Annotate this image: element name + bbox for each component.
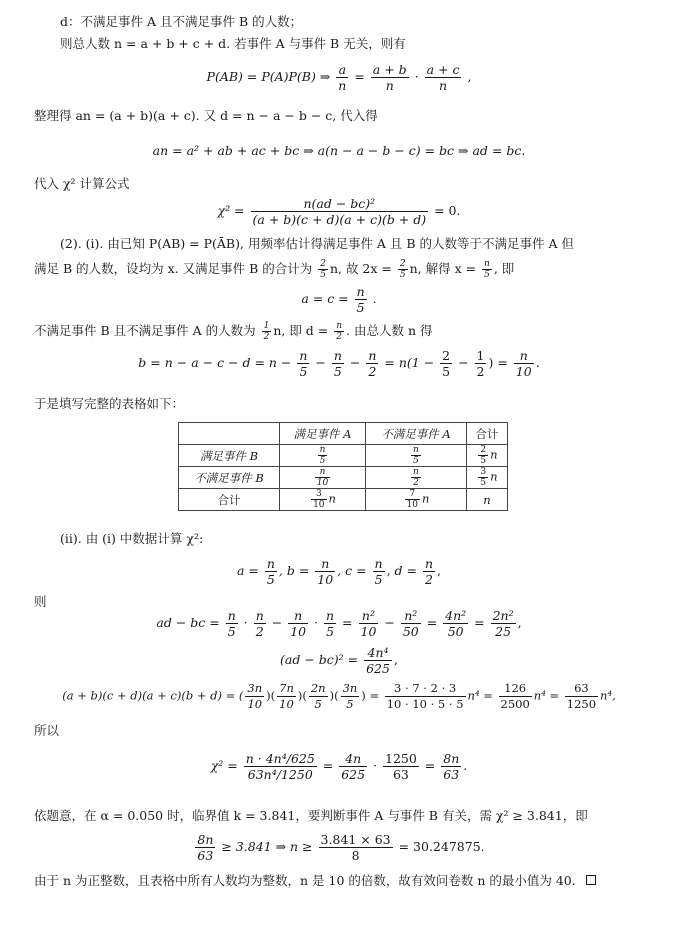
- fraction: $\frac{8n}{63}$: [443, 751, 460, 782]
- eq-part: ad − bc =: [156, 615, 224, 630]
- eq-part: P(AB) = P(A)P(B) ⇒: [206, 69, 335, 84]
- eq-part: )(: [297, 688, 307, 703]
- eq-part: =: [318, 758, 338, 773]
- text-line: (ii). 由 (i) 中数据计算 χ²:: [60, 531, 204, 546]
- table-cell: $\frac{3}{10}$ n: [280, 489, 366, 511]
- table-row: [179, 445, 508, 467]
- eq-part: a = c =: [301, 291, 353, 306]
- text-line: 代入 χ² 计算公式: [34, 176, 130, 191]
- eq-part: .: [463, 758, 468, 773]
- table-row-label: 满足事件 B: [179, 445, 280, 467]
- fraction: $\frac{n}{5}$: [374, 556, 383, 587]
- table-cell: $\frac{7}{10}$ n: [366, 489, 467, 511]
- eq-part: −: [311, 355, 330, 370]
- text-part: n, 故 2x =: [329, 261, 396, 276]
- text-line: [34, 259, 648, 280]
- fraction: $\frac{2}{5}$: [399, 259, 406, 280]
- eq-part: ,: [517, 615, 522, 630]
- eq-part: , c =: [337, 563, 371, 578]
- text-line: 则总人数 n = a + b + c + d. 若事件 A 与事件 B 无关，则有: [60, 36, 406, 51]
- table-header-cell: 合计: [466, 423, 507, 445]
- fraction: $\frac{4n}{625}$: [341, 751, 366, 782]
- eq-part: −: [267, 615, 287, 630]
- fraction: $\frac{n}{5}$: [484, 259, 490, 280]
- contingency-table: [178, 422, 508, 511]
- table-cell: $\frac{n}{5}$: [280, 445, 366, 467]
- fraction: $\frac{2n}{5}$: [310, 681, 326, 711]
- equation-ad-bc: [0, 608, 678, 639]
- fraction: $\frac{3 \cdot 7 \cdot 2 \cdot 3}{10 \cdot 10 \cdot 5 \cdot 5}$: [386, 681, 464, 711]
- eq-part: n⁴ =: [533, 688, 563, 703]
- eq-part: .: [535, 355, 540, 370]
- table-cell: n: [466, 489, 507, 511]
- text-line: 整理得 an = (a + b)(a + c). 又 d = n − a − b − c, 代入得: [34, 108, 378, 123]
- fraction: $\frac{n}{2}$: [255, 608, 264, 639]
- eq-part: (ad − bc)² =: [280, 652, 363, 667]
- text-part: . 由总人数 n 得: [346, 323, 433, 338]
- table-cell: $\frac{2}{5}$ n: [466, 445, 507, 467]
- equation-independence: [0, 62, 678, 93]
- eq-part: a =: [236, 563, 263, 578]
- equation-chi-value: [0, 751, 678, 782]
- fraction: $\frac{63}{1250}$: [566, 681, 597, 711]
- fraction: $\frac{n}{5}$: [227, 608, 236, 639]
- fraction: $\frac{n}{2}$: [368, 348, 377, 379]
- equation-b: [0, 348, 678, 379]
- eq-part: = n(1 −: [380, 355, 439, 370]
- equation-threshold: [0, 832, 678, 863]
- eq-part: −: [380, 615, 399, 630]
- eq-part: ) =: [488, 355, 512, 370]
- text-line: 依题意，在 α = 0.050 时，临界值 k = 3.841，要判断事件 A 与事件 B 有关，需 χ² ≥ 3.841，即: [34, 808, 588, 823]
- text-line: 则: [34, 594, 47, 609]
- eq-part: (a + b)(c + d)(a + c)(b + d) = (: [62, 688, 244, 703]
- eq-part: n⁴ =: [467, 688, 497, 703]
- fraction: $\frac{n}{10}$: [290, 608, 307, 639]
- fraction: $\frac{n}{5}$: [299, 348, 308, 379]
- fraction: $\frac{\text{n²}}{50}$: [402, 608, 419, 639]
- eq-part: )(: [329, 688, 339, 703]
- table-header-row: [179, 423, 508, 445]
- eq-part: , b =: [278, 563, 314, 578]
- eq-part: n⁴,: [600, 688, 616, 703]
- qed-box-icon: [586, 875, 596, 885]
- fraction: $\frac{a + b}{n}$: [372, 62, 407, 93]
- text-line: 所以: [34, 723, 60, 738]
- eq-part: )(: [266, 688, 276, 703]
- eq-part: ·: [310, 615, 323, 630]
- text-part: 不满足事件 B 且不满足事件 A 的人数为: [34, 323, 260, 338]
- text-line: 于是填写完整的表格如下：: [34, 396, 185, 411]
- equation-chi-zero: [0, 196, 678, 227]
- fraction: $\frac{n}{2}$: [336, 321, 343, 342]
- table-cell: $\frac{3}{5}$ n: [466, 467, 507, 489]
- fraction: $\frac{\text{n²}}{10}$: [360, 608, 377, 639]
- text-line: d：不满足事件 A 且不满足事件 B 的人数；: [60, 14, 303, 29]
- eq-part: = 0.: [434, 203, 461, 218]
- fraction: $\frac{\text{4n⁴}}{625}$: [366, 645, 390, 676]
- fraction: $\frac{1}{2}$: [263, 321, 270, 342]
- fraction: $\frac{\text{2n²}}{25}$: [492, 608, 514, 639]
- fraction: $\frac{3n}{5}$: [342, 681, 358, 711]
- eq-part: χ² =: [217, 203, 249, 218]
- eq-part: ·: [369, 758, 382, 773]
- fraction: $\frac{126}{2500}$: [500, 681, 530, 711]
- text-part: n, 即 d =: [273, 323, 333, 338]
- table-cell: $\frac{n}{2}$: [366, 467, 467, 489]
- eq-part: , d =: [386, 563, 421, 578]
- text-line: [34, 321, 648, 342]
- fraction: $\frac{2}{5}$: [320, 259, 326, 280]
- equation-a-c: [0, 284, 678, 315]
- eq-part: ·: [239, 615, 252, 630]
- table-header-cell: [179, 423, 280, 445]
- fraction: $\frac{n}{2}$: [424, 556, 434, 587]
- conclusion-text: 由于 n 为正整数，且表格中所有人数均为整数，n 是 10 的倍数，故有效问卷数 n 的最小值为 40.: [34, 873, 576, 888]
- eq-part: b = n − a − c − d = n −: [138, 355, 296, 370]
- fraction: $\frac{n}{5}$: [356, 284, 365, 315]
- table-cell: $\frac{n}{5}$: [366, 445, 467, 467]
- eq-part: −: [454, 355, 473, 370]
- equation-denominator: [0, 681, 678, 712]
- fraction: $\frac{\text{n · 4n⁴/625}}{\text{63n⁴/1250}}$: [245, 751, 315, 782]
- eq-part: =: [354, 69, 369, 84]
- fraction: $\frac{1}{2}$: [476, 348, 485, 379]
- equation-ad-bc-squared: [0, 645, 678, 676]
- eq-part: =: [338, 615, 357, 630]
- eq-part: ,: [393, 652, 398, 667]
- text-part: 满足 B 的人数，设均为 x. 又满足事件 B 的合计为: [34, 261, 317, 276]
- eq-part: .: [372, 291, 377, 306]
- table-header-cell: 不满足事件 A: [366, 423, 467, 445]
- text-part: , 即: [493, 261, 515, 276]
- table-cell: $\frac{n}{10}$: [280, 467, 366, 489]
- table-header-cell: 满足事件 A: [280, 423, 366, 445]
- eq-part: −: [345, 355, 365, 370]
- fraction: $\frac{3.841 \times 63}{8}$: [320, 832, 391, 863]
- equation-values: [0, 556, 678, 587]
- equation-line: an = a² + ab + ac + bc ⇒ a(n − a − b − c) = bc ⇒ ad = bc.: [152, 143, 526, 158]
- fraction: $\frac{a}{n}$: [338, 62, 347, 93]
- fraction: $\frac{a + c}{n}$: [426, 62, 460, 93]
- fraction: $\frac{n}{10}$: [515, 348, 532, 379]
- eq-part: =: [420, 758, 440, 773]
- fraction: $\frac{n}{10}$: [317, 556, 334, 587]
- fraction: $\frac{\text{n(ad − bc)²}}{(a + b)(c + d)(a + c)(b + d)}$: [252, 196, 427, 227]
- table-row: [179, 467, 508, 489]
- table-row: [179, 489, 508, 511]
- eq-part: = 30.247875.: [394, 839, 485, 854]
- eq-part: ,: [467, 69, 472, 84]
- eq-part: ) =: [361, 688, 383, 703]
- table-row-label: 合计: [179, 489, 280, 511]
- fraction: $\frac{n}{5}$: [333, 348, 342, 379]
- text-line: [34, 873, 648, 889]
- fraction: $\frac{7n}{10}$: [279, 681, 294, 711]
- fraction: $\frac{8n}{63}$: [197, 832, 214, 863]
- fraction: $\frac{2}{5}$: [442, 348, 451, 379]
- fraction: $\frac{3n}{10}$: [247, 681, 263, 711]
- text-part: n, 解得 x =: [409, 261, 481, 276]
- table-row-label: 不满足事件 B: [179, 467, 280, 489]
- fraction: $\frac{n}{5}$: [326, 608, 335, 639]
- eq-part: ,: [437, 563, 442, 578]
- eq-part: ≥ 3.841 ⇒ n ≥: [217, 839, 317, 854]
- text-line: (2). (i). 由已知 P(AB) = P(ĀB), 用频率估计得满足事件 A 且 B 的人数等于不满足事件 A 但: [60, 236, 575, 251]
- eq-part: χ² =: [210, 758, 242, 773]
- fraction: $\frac{\text{4n²}}{50}$: [445, 608, 467, 639]
- eq-part: =: [470, 615, 489, 630]
- eq-part: =: [422, 615, 442, 630]
- fraction: $\frac{1250}{63}$: [385, 751, 417, 782]
- eq-part: ·: [414, 69, 423, 84]
- fraction: $\frac{n}{5}$: [266, 556, 275, 587]
